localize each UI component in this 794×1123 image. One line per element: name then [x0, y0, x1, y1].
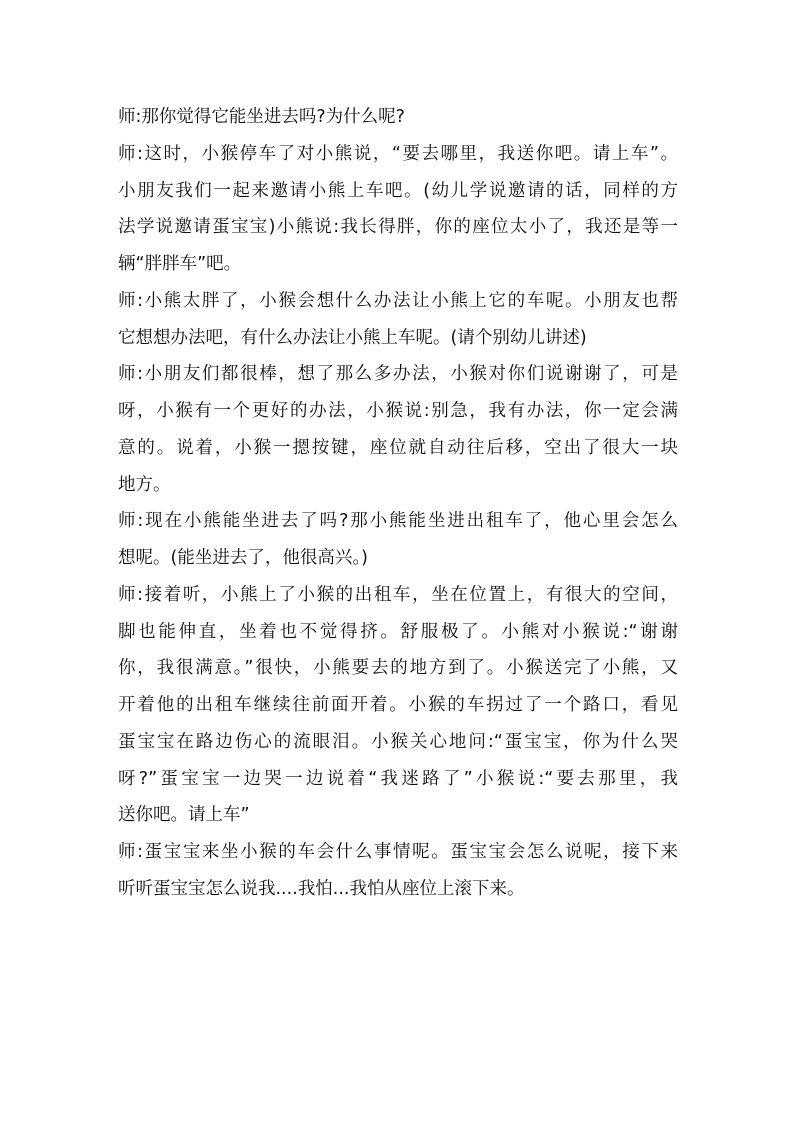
text-line: 意的。说着，小猴一摁按键，座位就自动往后移，空出了很大一块 [118, 437, 678, 458]
text-line: 地方。 [118, 474, 171, 495]
text-line: 呀?”蛋宝宝一边哭一边说着“我迷路了”小猴说:“要去那里，我 [118, 768, 678, 789]
text-line: 师:这时，小猴停车了对小熊说，“要去哪里，我送你吧。请上车”。 [118, 143, 678, 164]
text-line: 师:接着听，小熊上了小猴的出租车，坐在位置上，有很大的空间， [118, 584, 678, 605]
text-line: 呀，小猴有一个更好的办法，小猴说:别急，我有办法，你一定会满 [118, 401, 678, 421]
text-line: 师:现在小熊能坐进去了吗?那小熊能坐进出租车了，他心里会怎么 [118, 511, 678, 532]
text-line: 法学说邀请蛋宝宝)小熊说:我长得胖，你的座位太小了，我还是等一 [118, 217, 678, 238]
text-line: 蛋宝宝在路边伤心的流眼泪。小猴关心地问:“蛋宝宝，你为什么哭 [118, 731, 678, 752]
text-line: 辆“胖胖车”吧。 [118, 254, 242, 274]
text-line: 师:小朋友们都很棒，想了那么多办法，小猴对你们说谢谢了，可是 [118, 364, 678, 385]
text-line: 脚也能伸直，坐着也不觉得挤。舒服极了。小熊对小猴说:“谢谢 [118, 621, 678, 642]
text-line: 师:那你觉得它能坐进去吗?为什么呢? [118, 107, 405, 127]
text-line: 开着他的出租车继续往前面开着。小猴的车拐过了一个路口，看见 [118, 695, 678, 715]
text-line: 它想想办法吧，有什么办法让小熊上车呢。(请个别幼儿讲述) [118, 327, 587, 348]
text-line: 想呢。(能坐进去了，他很高兴。) [118, 548, 368, 568]
text-line: 送你吧。请上车” [118, 805, 250, 826]
document-body [118, 99, 678, 908]
text-line: 听听蛋宝宝怎么说我....我怕...我怕从座位上滚下来。 [118, 878, 525, 899]
text-line: 师:蛋宝宝来坐小猴的车会什么事情呢。蛋宝宝会怎么说呢，接下来 [118, 842, 678, 862]
text-line: 师:小熊太胖了，小猴会想什么办法让小熊上它的车呢。小朋友也帮 [118, 290, 678, 311]
text-line: 小朋友我们一起来邀请小熊上车吧。(幼儿学说邀请的话，同样的方 [118, 180, 678, 201]
text-line: 你，我很满意。”很快，小熊要去的地方到了。小猴送完了小熊，又 [118, 658, 678, 679]
